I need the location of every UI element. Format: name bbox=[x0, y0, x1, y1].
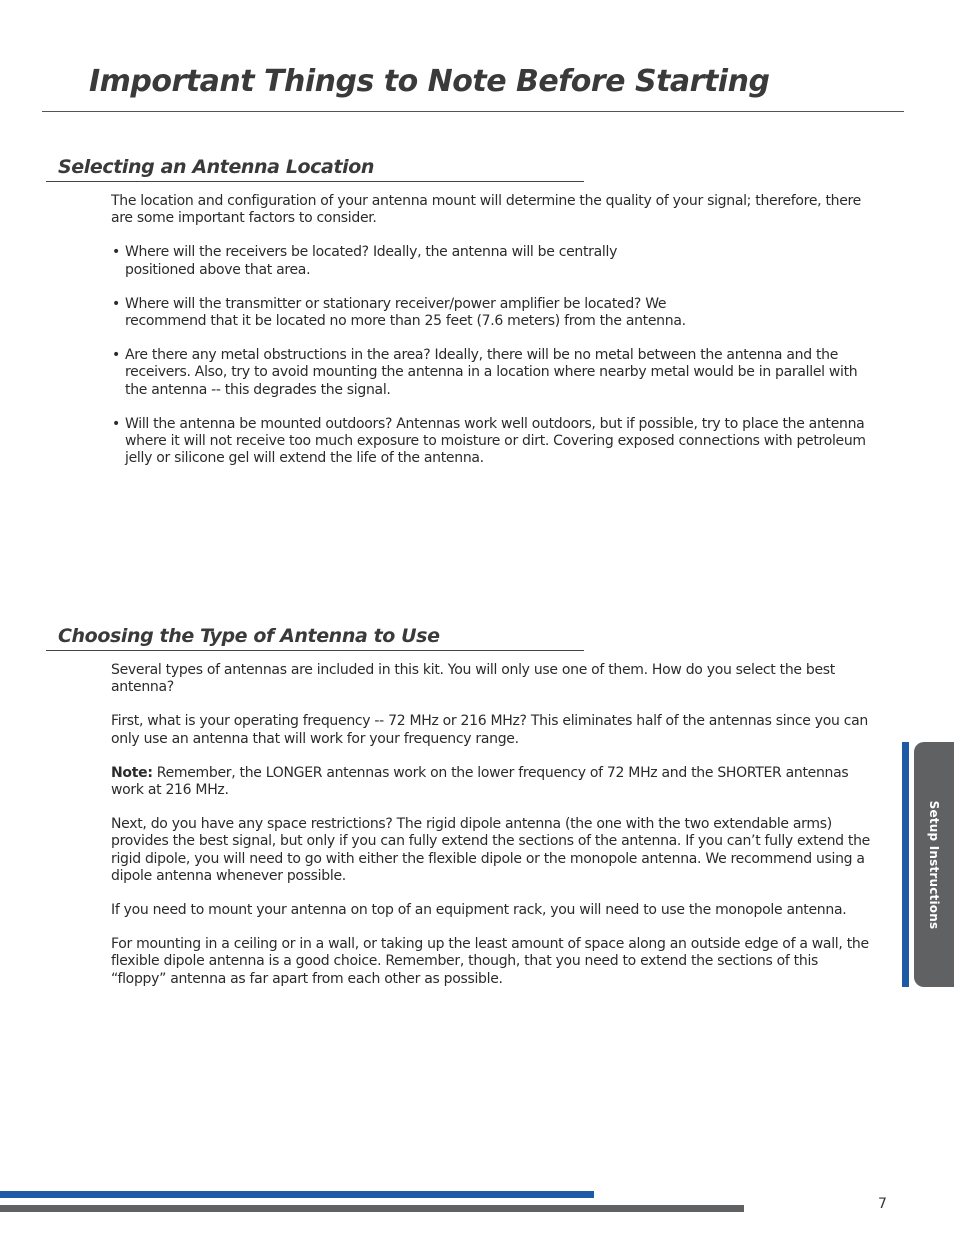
side-tab-label: Setup Instructions bbox=[927, 800, 941, 929]
list-item-text: Are there any metal obstructions in the area? Ideally, there will be no metal between the antenna and the receivers. Also, try to avoid mounting the antenna in a location where nearby metal would be in parallel with the antenna -- this degrades the signal. bbox=[125, 347, 858, 398]
section-body-antenna-type bbox=[111, 662, 871, 1005]
paragraph: For mounting in a ceiling or in a wall, or taking up the least amount of space along an outside edge of a wall, the flexible dipole antenna is a good choice. Remember, though, that you need to extend the sections of this “floppy” antenna as far apart from each other as possible. bbox=[111, 936, 869, 987]
section-heading-antenna-location: Selecting an Antenna Location bbox=[58, 156, 375, 178]
footer-grey-bar bbox=[0, 1205, 744, 1212]
bullet-icon: • bbox=[112, 415, 120, 432]
list-item bbox=[111, 347, 871, 399]
note-text: Remember, the LONGER antennas work on the lower frequency of 72 MHz and the SHORTER antennas work at 216 MHz. bbox=[111, 764, 849, 799]
page-number: 7 bbox=[878, 1196, 887, 1212]
bullet-icon: • bbox=[112, 347, 120, 364]
side-tab-accent-bar bbox=[902, 742, 909, 987]
paragraph: Several types of antennas are included in this kit. You will only use one of them. How do you select the best antenna? bbox=[111, 662, 835, 696]
section-divider bbox=[46, 650, 584, 651]
list-item bbox=[111, 416, 871, 468]
list-item-text: Will the antenna be mounted outdoors? Antennas work well outdoors, but if possible, try to place the antenna where it will not receive too much exposure to moisture or dirt. Covering exposed connections with petroleum jelly or silicone gel will extend the life of the antenna. bbox=[125, 415, 866, 467]
list-item-text: Where will the transmitter or stationary receiver/power amplifier be located? We recommend that it be located no more than 25 feet (7.6 meters) from the antenna. bbox=[125, 295, 686, 330]
section-divider bbox=[46, 181, 584, 182]
page-title: Important Things to Note Before Starting bbox=[89, 64, 770, 99]
paragraph: Next, do you have any space restrictions? The rigid dipole antenna (the one with the two extendable arms) provides the best signal, but only if you can fully extend the sections of the antenna. If you can’t fully extend the rigid dipole, you will need to go with either the flexible dipole or the monopole antenna. We recommend using a dipole antenna whenever possible. bbox=[111, 816, 870, 884]
paragraph: If you need to mount your antenna on top of an equipment rack, you will need to use the monopole antenna. bbox=[111, 902, 847, 919]
paragraph: First, what is your operating frequency -- 72 MHz or 216 MHz? This eliminates half of the antennas since you can only use an antenna that will work for your frequency range. bbox=[111, 713, 868, 747]
list-item bbox=[111, 296, 871, 330]
side-tab bbox=[914, 742, 954, 987]
intro-paragraph: The location and configuration of your antenna mount will determine the quality of your signal; therefore, there are some important factors to consider. bbox=[111, 193, 861, 227]
list-item bbox=[111, 244, 871, 278]
section-heading-antenna-type: Choosing the Type of Antenna to Use bbox=[58, 625, 440, 647]
title-divider bbox=[42, 111, 904, 112]
list-item-text: Where will the receivers be located? Ideally, the antenna will be centrally positioned above that area. bbox=[125, 244, 618, 278]
note-label: Note: bbox=[111, 764, 153, 781]
bullet-icon: • bbox=[112, 295, 120, 312]
bullet-icon: • bbox=[112, 244, 120, 261]
section-body-antenna-location bbox=[111, 193, 871, 484]
note-paragraph bbox=[111, 765, 871, 799]
footer-blue-bar bbox=[0, 1191, 594, 1198]
